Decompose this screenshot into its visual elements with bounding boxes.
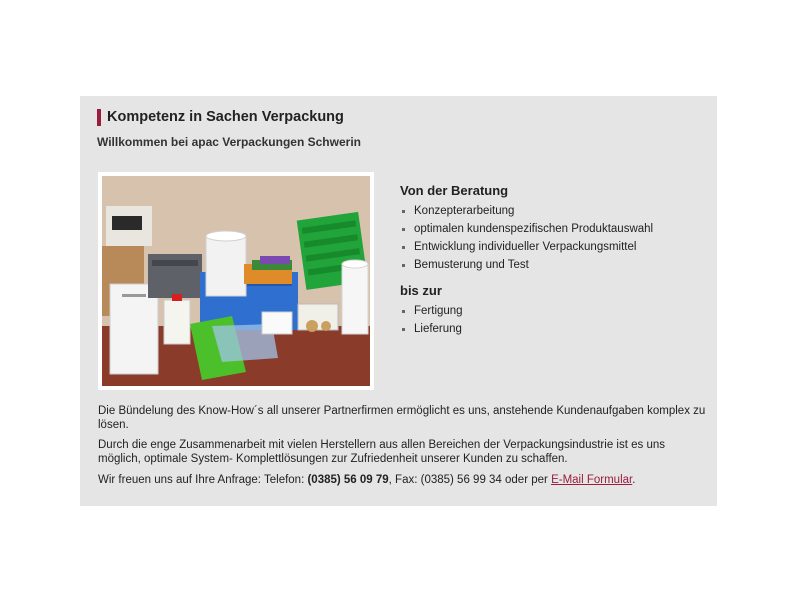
list-item: Konzepterarbeitung	[400, 202, 700, 220]
list-item: Bemusterung und Test	[400, 256, 700, 274]
production-list	[400, 302, 700, 338]
paragraph-cooperation: Durch die enge Zusammenarbeit mit vielen Herstellern aus allen Bereichen der Verpackungsindustrie ist es uns möglich, optimale System- Komplettlösungen zur Zufriedenheit unserer Kunden zu schaffen.	[98, 439, 665, 465]
phone-number: (0385) 56 09 79	[307, 474, 389, 486]
content-panel	[80, 96, 717, 506]
list-item: Fertigung	[400, 302, 700, 320]
section-title-consulting: Von der Beratung	[400, 183, 509, 198]
paragraph-bundling: Die Bündelung des Know-How´s all unserer Partnerfirmen ermöglicht es uns, anstehende Kundenaufgaben komplex zu lösen.	[98, 405, 706, 431]
list-item: Entwicklung individueller Verpackungsmittel	[400, 238, 700, 256]
heading	[97, 108, 344, 126]
section-title-until: bis zur	[400, 283, 442, 298]
heading-accent-bar	[97, 109, 101, 126]
fax-text: , Fax: (0385) 56 99 34 oder per	[388, 474, 552, 486]
product-photo	[98, 172, 374, 390]
consulting-list	[400, 202, 700, 274]
packaging-products-image	[102, 176, 370, 386]
list-item: optimalen kundenspezifischen Produktauswahl	[400, 220, 700, 238]
contact-intro: Wir freuen uns auf Ihre Anfrage: Telefon:	[98, 474, 308, 486]
contact-line	[98, 473, 708, 487]
list-item: Lieferung	[400, 320, 700, 338]
services-column	[400, 183, 700, 338]
welcome-subtitle: Willkommen bei apac Verpackungen Schwerin	[97, 135, 361, 149]
page-title: Kompetenz in Sachen Verpackung	[107, 109, 344, 125]
contact-end: .	[632, 474, 636, 486]
email-form-link[interactable]: E-Mail Formular	[551, 474, 633, 486]
